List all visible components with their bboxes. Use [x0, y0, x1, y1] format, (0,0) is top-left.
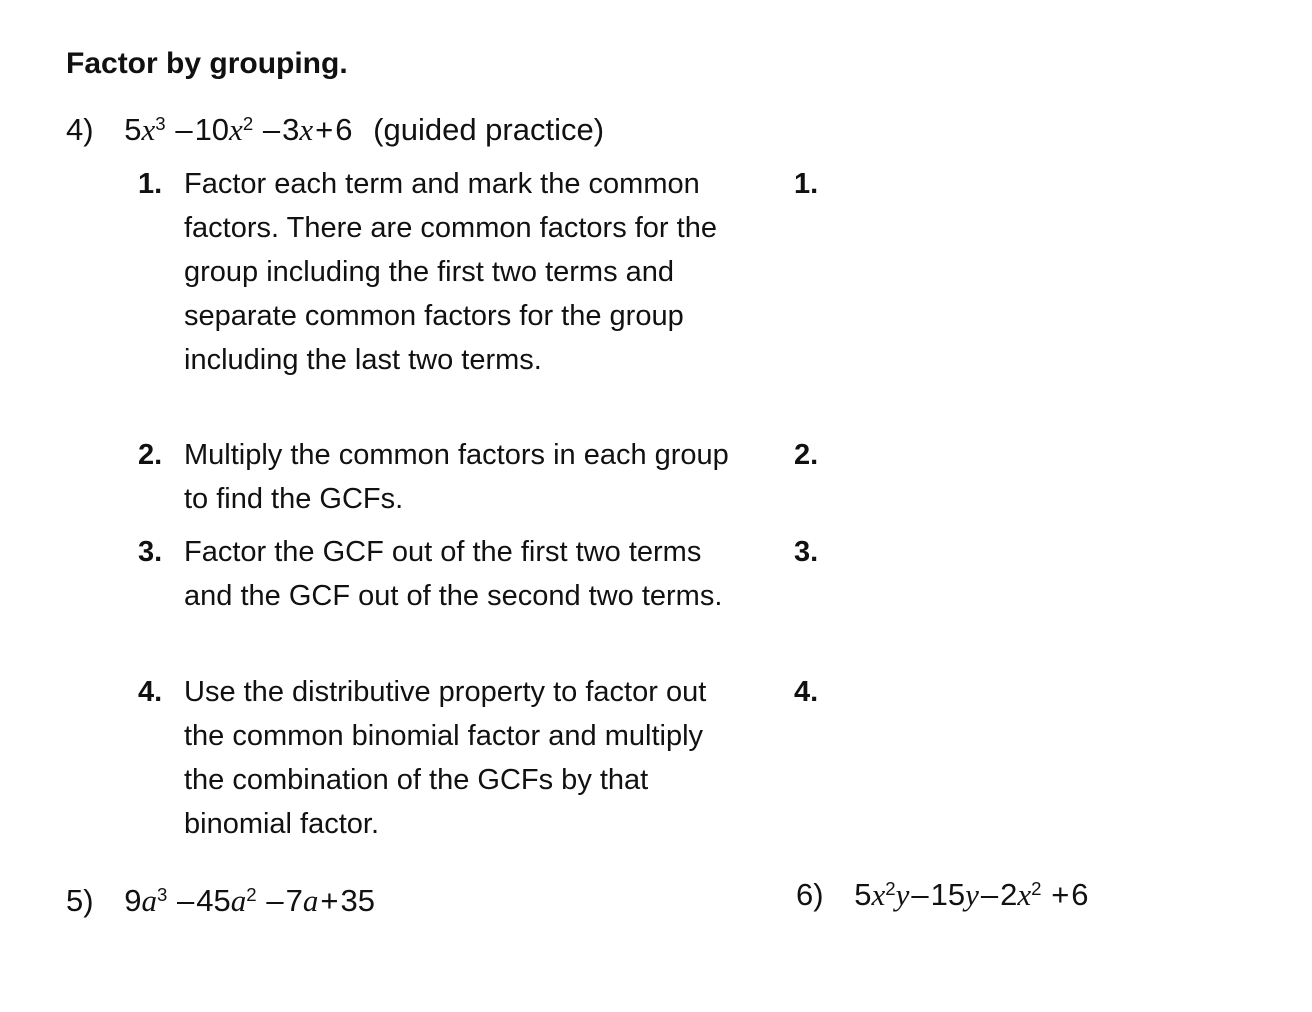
step-number: 3.: [138, 536, 163, 568]
problem-5: [66, 881, 375, 921]
section-heading: Factor by grouping.: [66, 47, 348, 80]
answer-label-1: 1.: [794, 168, 819, 200]
problem-expression: $9a^3$ $-45a^2$ –7a+35: [124, 883, 375, 918]
step-text: Use the distributive property to factor out the common binomial factor and multiply the combination of the GCFs by that binomial factor.: [184, 676, 707, 840]
answer-label-3: 3.: [794, 536, 819, 568]
step-text: Multiply the common factors in each group to find the GCFs.: [184, 439, 729, 515]
step-text: Factor the GCF out of the first two terms and the GCF out of the second two terms.: [184, 536, 723, 612]
step-number: 4.: [138, 676, 163, 708]
step-2: [138, 433, 738, 521]
step-4: [138, 670, 738, 846]
problem-expression: $5x^3$ $-10x^2$ –3x+6: [124, 112, 353, 147]
problem-note: (guided practice): [373, 112, 605, 147]
problem-expression: $5x^2y-15y-2x^2 +6$: [854, 877, 1089, 912]
answer-label-2: 2.: [794, 439, 819, 471]
problem-number: 5): [66, 883, 94, 918]
problem-number: 6): [796, 877, 824, 912]
problem-4: [66, 110, 604, 150]
step-3: [138, 530, 738, 618]
step-1: [138, 162, 738, 382]
problem-number: 4): [66, 112, 94, 147]
step-number: 2.: [138, 439, 163, 471]
step-text: Factor each term and mark the common factors. There are common factors for the group including the first two terms and separate common factors for the group including the last two terms.: [184, 168, 717, 376]
answer-label-4: 4.: [794, 676, 819, 708]
step-number: 1.: [138, 168, 163, 200]
problem-6: [796, 875, 1089, 915]
